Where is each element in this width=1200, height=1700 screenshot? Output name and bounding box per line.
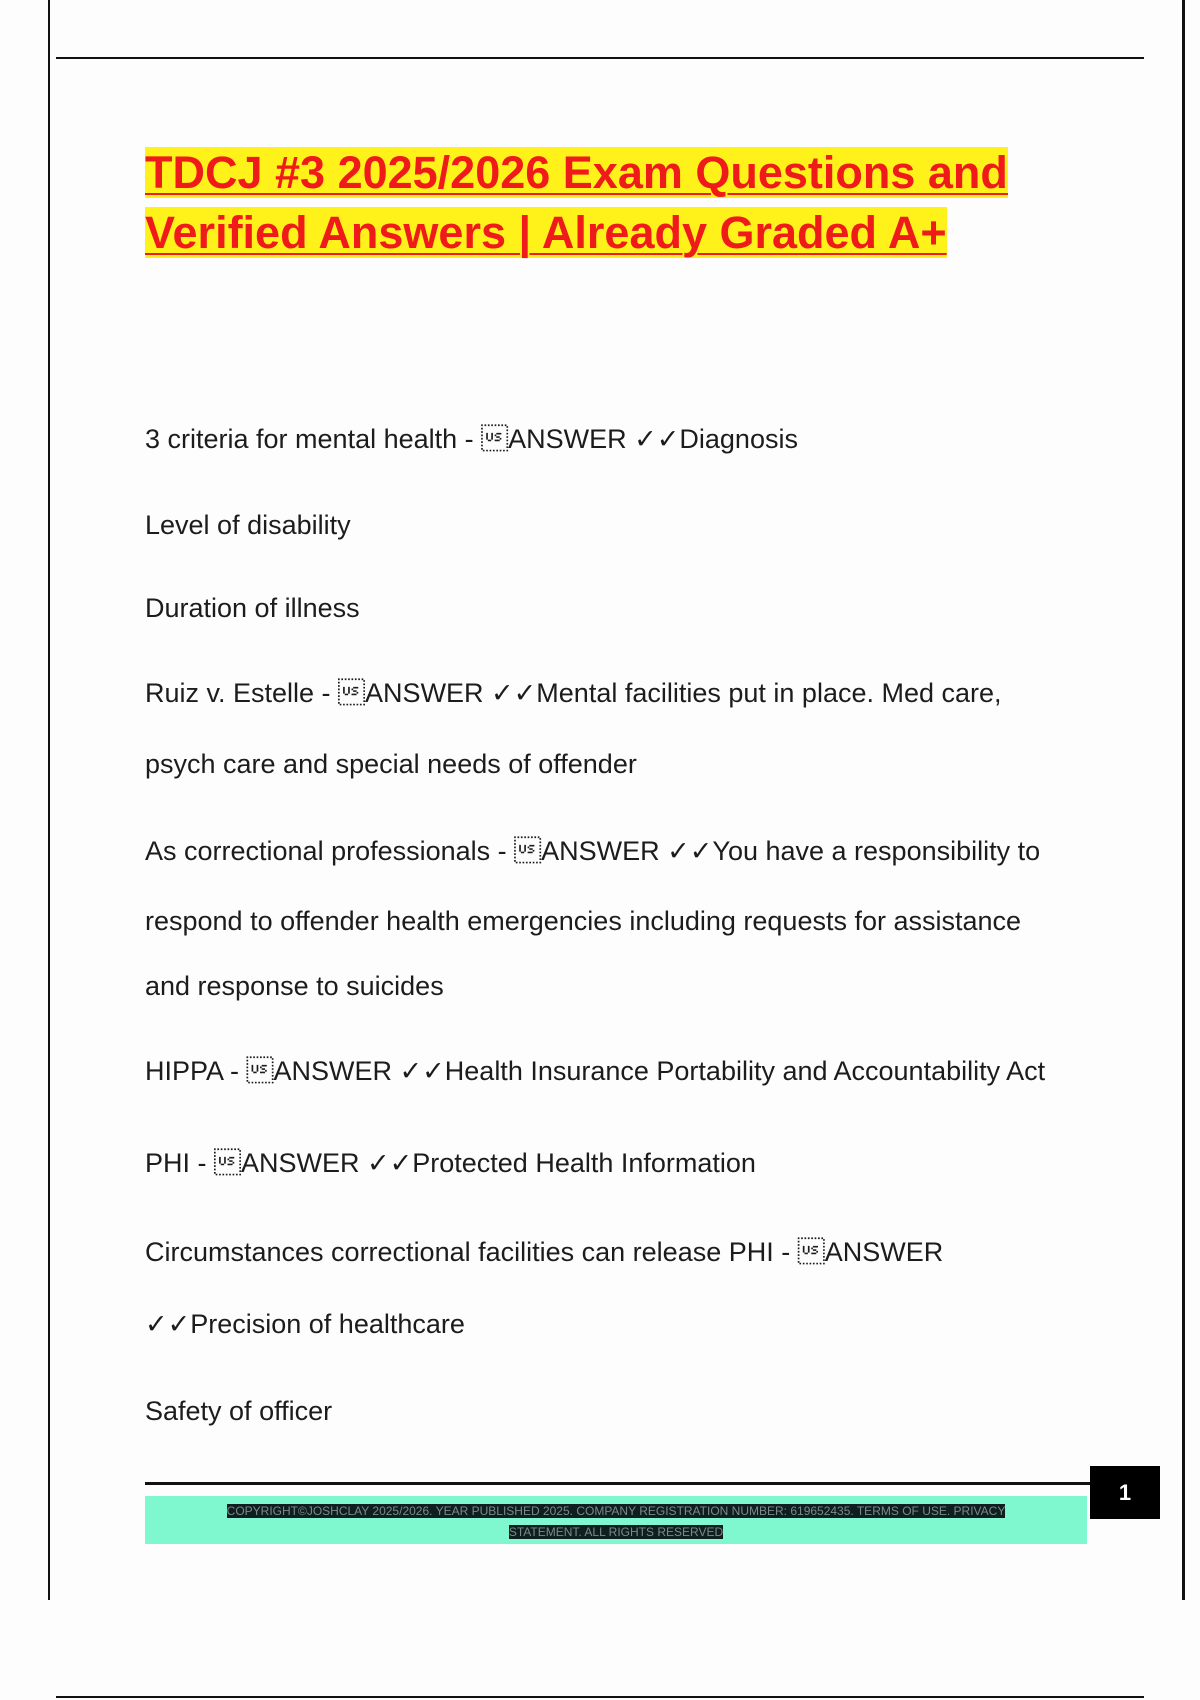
bottom-rule (56, 1696, 1144, 1698)
qa-line: As correctional professionals - ANSWER ✓✓You have a responsibility to (145, 836, 1041, 866)
qa-line: Safety of officer (145, 1396, 333, 1426)
qa-line: Ruiz v. Estelle - ANSWER ✓✓Mental facilities put in place. Med care, (145, 678, 1002, 708)
qa-line: psych care and special needs of offender (145, 749, 637, 779)
page-border-left (48, 0, 50, 1600)
footer-rule (145, 1482, 1090, 1485)
qa-line: Duration of illness (145, 593, 360, 623)
copyright-line-2: STATEMENT. ALL RIGHTS RESERVED (508, 1525, 724, 1539)
qa-line: HIPPA - ANSWER ✓✓Health Insurance Portability and Accountability Act (145, 1056, 1046, 1086)
qa-line: 3 criteria for mental health - ANSWER ✓✓Diagnosis (145, 424, 798, 454)
qa-line: Level of disability (145, 510, 351, 540)
document-title (145, 143, 1105, 263)
qa-line: respond to offender health emergencies including requests for assistance (145, 906, 1022, 936)
copyright-banner (145, 1496, 1087, 1544)
qa-line: PHI - ANSWER ✓✓Protected Health Information (145, 1148, 756, 1178)
copyright-line-1: COPYRIGHT©JOSHCLAY 2025/2026. YEAR PUBLISHED 2025. COMPANY REGISTRATION NUMBER: 619652435. TERMS OF USE. PRIVACY (226, 1504, 1006, 1518)
qa-line: and response to suicides (145, 971, 444, 1001)
qa-line: Circumstances correctional facilities can release PHI - ANSWER (145, 1237, 944, 1267)
header-rule (56, 57, 1144, 59)
qa-line: ✓✓Precision of healthcare (145, 1309, 465, 1339)
document-title-text: TDCJ #3 2025/2026 Exam Questions and Verified Answers | Already Graded A+ (145, 147, 1008, 258)
page-border-right (1182, 0, 1185, 1600)
page-number: 1 (1090, 1466, 1160, 1519)
